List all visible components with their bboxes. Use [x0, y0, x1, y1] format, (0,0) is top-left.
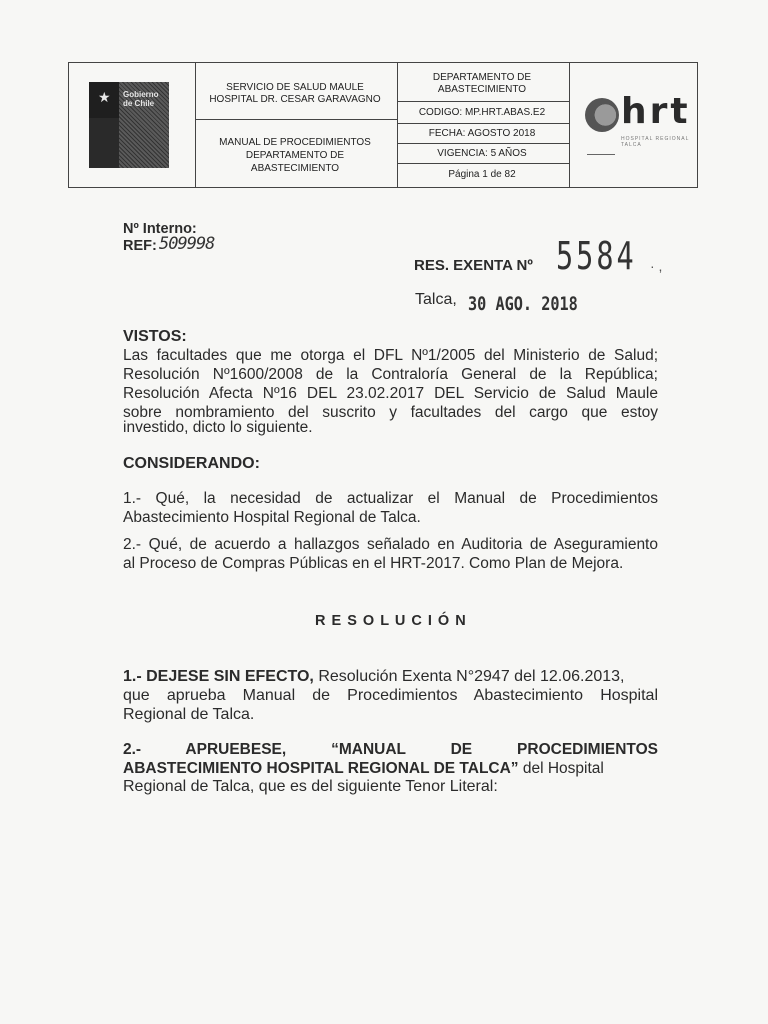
manual-line1: MANUAL DE PROCEDIMIENTOS — [219, 137, 371, 148]
res-exenta-label: RES. EXENTA Nº — [414, 257, 533, 274]
fecha-field: FECHA: AGOSTO 2018 — [428, 128, 536, 139]
vigencia-field: VIGENCIA: 5 AÑOS — [437, 148, 527, 159]
considerando-item1-line1: 1.- Qué, la necesidad de actualizar el Manual de Procedimientos — [123, 490, 658, 507]
institution-line1: SERVICIO DE SALUD MAULE — [226, 82, 364, 93]
dept-line1: DEPARTAMENTO DE — [432, 72, 532, 83]
resolucion-p2-line2 — [123, 759, 604, 778]
res-exenta-number: 5584 — [556, 234, 637, 278]
vistos-line: Resolución Nº1600/2008 de la Contraloría General de la República; — [123, 366, 658, 383]
manual-line3: ABASTECIMIENTO — [250, 163, 340, 174]
resolucion-p1-line2: que aprueba Manual de Procedimientos Abastecimiento Hospital — [123, 687, 658, 704]
resolucion-p2-bold: ABASTECIMIENTO HOSPITAL REGIONAL DE TALCA” — [123, 760, 519, 777]
vistos-line: Las facultades que me otorga el DFL Nº1/2005 del Ministerio de Salud; — [123, 347, 658, 364]
hrt-logo-circle-icon — [585, 98, 619, 132]
ref-label: REF: — [123, 238, 157, 254]
header-divider — [397, 123, 569, 124]
hrt-logo-wordmark: hrt — [621, 91, 691, 132]
header-divider — [195, 119, 397, 120]
header-divider — [397, 163, 569, 164]
considerando-item1-line2: Abastecimiento Hospital Regional de Talca. — [123, 509, 421, 526]
resolucion-p2-rest: del Hospital — [518, 760, 604, 777]
pagina-field: Página 1 de 82 — [448, 169, 516, 180]
vistos-heading: VISTOS: — [123, 328, 187, 345]
gob-logo-line1: Gobierno — [123, 90, 159, 99]
vistos-line: Resolución Afecta Nº16 DEL 23.02.2017 DEL Servicio de Salud Maule — [123, 385, 658, 402]
manual-line2: DEPARTAMENTO DE — [245, 150, 345, 161]
header-divider — [397, 143, 569, 144]
considerando-heading: CONSIDERANDO: — [123, 455, 260, 472]
dept-line2: ABASTECIMIENTO — [437, 84, 527, 95]
resolucion-p1-bold: 1.- DEJESE SIN EFECTO, — [123, 668, 314, 685]
vistos-line: investido, dicto lo siguiente. — [123, 419, 313, 436]
stamp-marks: · , — [650, 258, 663, 274]
institution-block — [195, 82, 395, 106]
vistos-line: sobre nombramiento del suscrito y facultades del cargo que estoy — [123, 404, 658, 421]
gobierno-de-chile-logo — [89, 82, 169, 168]
manual-title-block — [195, 136, 395, 175]
star-icon: ★ — [98, 89, 111, 105]
interno-label: Nº Interno: — [123, 221, 197, 237]
department-block — [397, 72, 567, 96]
resolucion-p1-rest: Resolución Exenta N°2947 del 12.06.2013, — [313, 668, 625, 685]
hrt-logo-tagline: HOSPITAL REGIONAL TALCA — [621, 136, 690, 148]
considerando-item2-line1: 2.- Qué, de acuerdo a hallazgos señalado en Auditoria de Aseguramiento — [123, 536, 658, 553]
resolucion-p2-line1: 2.- APRUEBESE, “MANUAL DE PROCEDIMIENTOS — [123, 741, 658, 758]
resolucion-p1-line1 — [123, 667, 658, 686]
codigo-field: CODIGO: MP.HRT.ABAS.E2 — [418, 107, 546, 118]
resolucion-p2-line3: Regional de Talca, que es del siguiente Tenor Literal: — [123, 778, 498, 795]
header-divider — [397, 101, 569, 102]
resolucion-p1-line3: Regional de Talca. — [123, 706, 255, 723]
header-divider — [569, 63, 570, 187]
date-stamp: 30 AGO. 2018 — [468, 293, 578, 315]
ref-handwritten-value: 509998 — [159, 234, 215, 254]
place-label: Talca, — [415, 291, 457, 308]
gob-logo-line2: de Chile — [123, 99, 155, 108]
considerando-item2-line2: al Proceso de Compras Públicas en el HRT-2017. Como Plan de Mejora. — [123, 555, 624, 572]
resolucion-heading: R E S O L U C I Ó N — [315, 613, 467, 629]
hrt-logo — [585, 92, 695, 162]
institution-line2: HOSPITAL DR. CESAR GARAVAGNO — [209, 94, 381, 105]
